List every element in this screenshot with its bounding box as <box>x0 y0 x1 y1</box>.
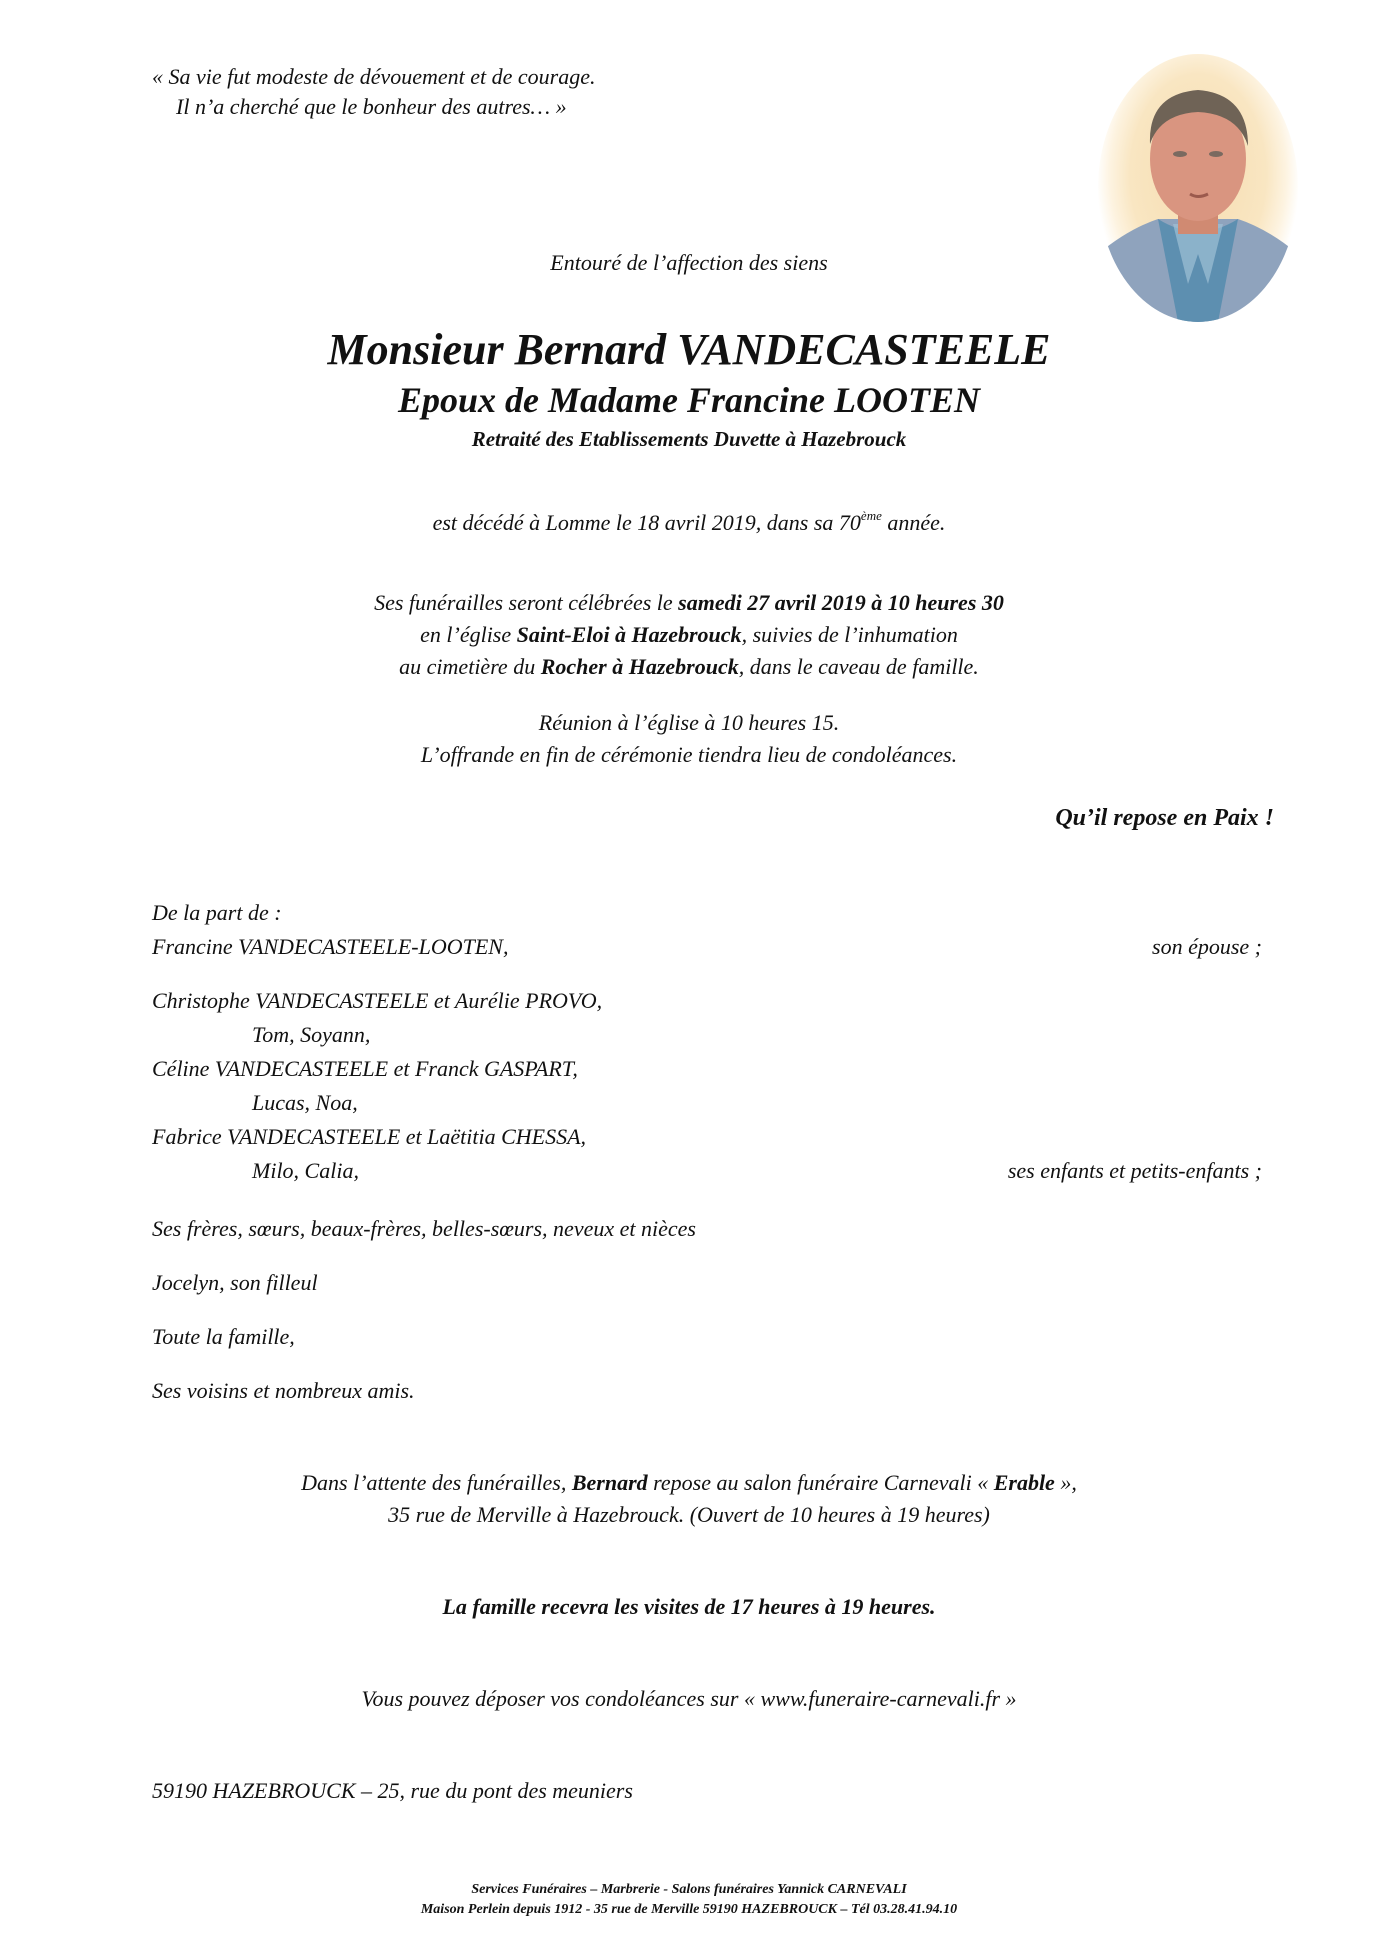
salon-name: Erable <box>993 1470 1055 1495</box>
children-role: ses enfants et petits-enfants ; <box>1007 1158 1262 1183</box>
quote-line-2: Il n’a cherché que le bonheur des autres… » <box>176 94 567 119</box>
visiting-hours: La famille recevra les visites de 17 heures à 19 heures. <box>442 1594 936 1619</box>
ordinal-suffix: ème <box>860 508 882 523</box>
funeral-line-1 <box>0 588 1378 620</box>
family-neighbors <box>152 1378 1262 1412</box>
deceased-name: Monsieur Bernard VANDECASTEELE <box>327 325 1051 374</box>
gathering-line-1: Réunion à l’église à 10 heures 15. <box>538 710 840 735</box>
family-spouse <box>152 934 1262 968</box>
portrait-illustration <box>1098 54 1298 322</box>
viewing-details <box>0 1468 1378 1532</box>
family-all <box>152 1324 1262 1358</box>
family-godson <box>152 1270 1262 1304</box>
death-text-end: année. <box>881 510 946 535</box>
family-list <box>152 900 1262 1412</box>
family-grandchildren <box>152 1022 1262 1056</box>
funeral-line-2 <box>0 620 1378 652</box>
spouse-name: Francine VANDECASTEELE-LOOTEN, <box>152 934 509 959</box>
church-name: Saint-Eloi à Hazebrouck <box>516 622 742 647</box>
viewing-text: repose au salon funéraire Carnevali « <box>647 1470 994 1495</box>
family-child <box>152 1124 1262 1158</box>
family-grandchildren <box>152 1158 1262 1192</box>
death-text: est décédé à Lomme le 18 avril 2019, dans sa 70 <box>432 510 861 535</box>
family-address: 59190 HAZEBROUCK – 25, rue du pont des meuniers <box>152 1778 633 1803</box>
siblings-text: Ses frères, sœurs, beaux-frères, belles-sœurs, neveux et nièces <box>152 1216 696 1241</box>
child-couple: Christophe VANDECASTEELE et Aurélie PROVO, <box>152 988 603 1013</box>
spouse-line: Epoux de Madame Francine LOOTEN <box>397 380 980 420</box>
intro-line: Entouré de l’affection des siens <box>550 250 828 275</box>
funeral-home-footer <box>0 1880 1378 1920</box>
closing-blessing: Qu’il repose en Paix ! <box>1055 805 1274 831</box>
footer-line-1: Services Funéraires – Marbrerie - Salons funéraires Yannick CARNEVALI <box>471 1882 907 1897</box>
family-child <box>152 988 1262 1022</box>
condolences-website: Vous pouvez déposer vos condoléances sur « www.funeraire-carnevali.fr » <box>361 1686 1017 1711</box>
funeral-text: Ses funérailles seront célébrées le <box>374 590 679 615</box>
funeral-text: , dans le caveau de famille. <box>738 654 979 679</box>
gathering-details <box>0 708 1378 772</box>
funeral-text: au cimetière du <box>399 654 541 679</box>
viewing-line-2: 35 rue de Merville à Hazebrouck. (Ouvert de 10 heures à 19 heures) <box>388 1502 990 1527</box>
funeral-details <box>0 588 1378 684</box>
gathering-line-2: L’offrande en fin de cérémonie tiendra lieu de condoléances. <box>420 742 958 767</box>
child-couple: Fabrice VANDECASTEELE et Laëtitia CHESSA, <box>152 1124 587 1149</box>
grandchildren-names: Milo, Calia, <box>252 1158 359 1183</box>
all-family-text: Toute la famille, <box>152 1324 295 1349</box>
viewing-text: Dans l’attente des funérailles, <box>301 1470 572 1495</box>
quote-line-1: « Sa vie fut modeste de dévouement et de courage. <box>152 64 596 89</box>
funeral-date: samedi 27 avril 2019 à 10 heures 30 <box>678 590 1004 615</box>
family-child <box>152 1056 1262 1090</box>
footer-line-2: Maison Perlein depuis 1912 - 35 rue de Merville 59190 HAZEBROUCK – Tél 03.28.41.94.10 <box>420 1902 958 1917</box>
viewing-line-1 <box>0 1468 1378 1500</box>
funeral-text: en l’église <box>420 622 517 647</box>
occupation-line: Retraité des Etablissements Duvette à Hazebrouck <box>471 427 907 451</box>
spouse-role: son épouse ; <box>1152 934 1262 959</box>
grandchildren-names: Lucas, Noa, <box>252 1090 358 1115</box>
family-intro-text: De la part de : <box>152 900 282 925</box>
godson-text: Jocelyn, son filleul <box>152 1270 318 1295</box>
family-intro <box>152 900 1262 934</box>
child-couple: Céline VANDECASTEELE et Franck GASPART, <box>152 1056 578 1081</box>
neighbors-text: Ses voisins et nombreux amis. <box>152 1378 415 1403</box>
funeral-text: , suivies de l’inhumation <box>741 622 958 647</box>
cemetery-name: Rocher à Hazebrouck <box>540 654 739 679</box>
portrait-photo <box>1098 54 1298 322</box>
viewing-text: », <box>1054 1470 1077 1495</box>
first-name: Bernard <box>571 1470 648 1495</box>
funeral-line-3 <box>0 652 1378 684</box>
epigraph-quote <box>152 62 596 122</box>
family-grandchildren <box>152 1090 1262 1124</box>
family-siblings <box>152 1216 1262 1250</box>
death-announcement <box>0 508 1378 536</box>
grandchildren-names: Tom, Soyann, <box>252 1022 371 1047</box>
